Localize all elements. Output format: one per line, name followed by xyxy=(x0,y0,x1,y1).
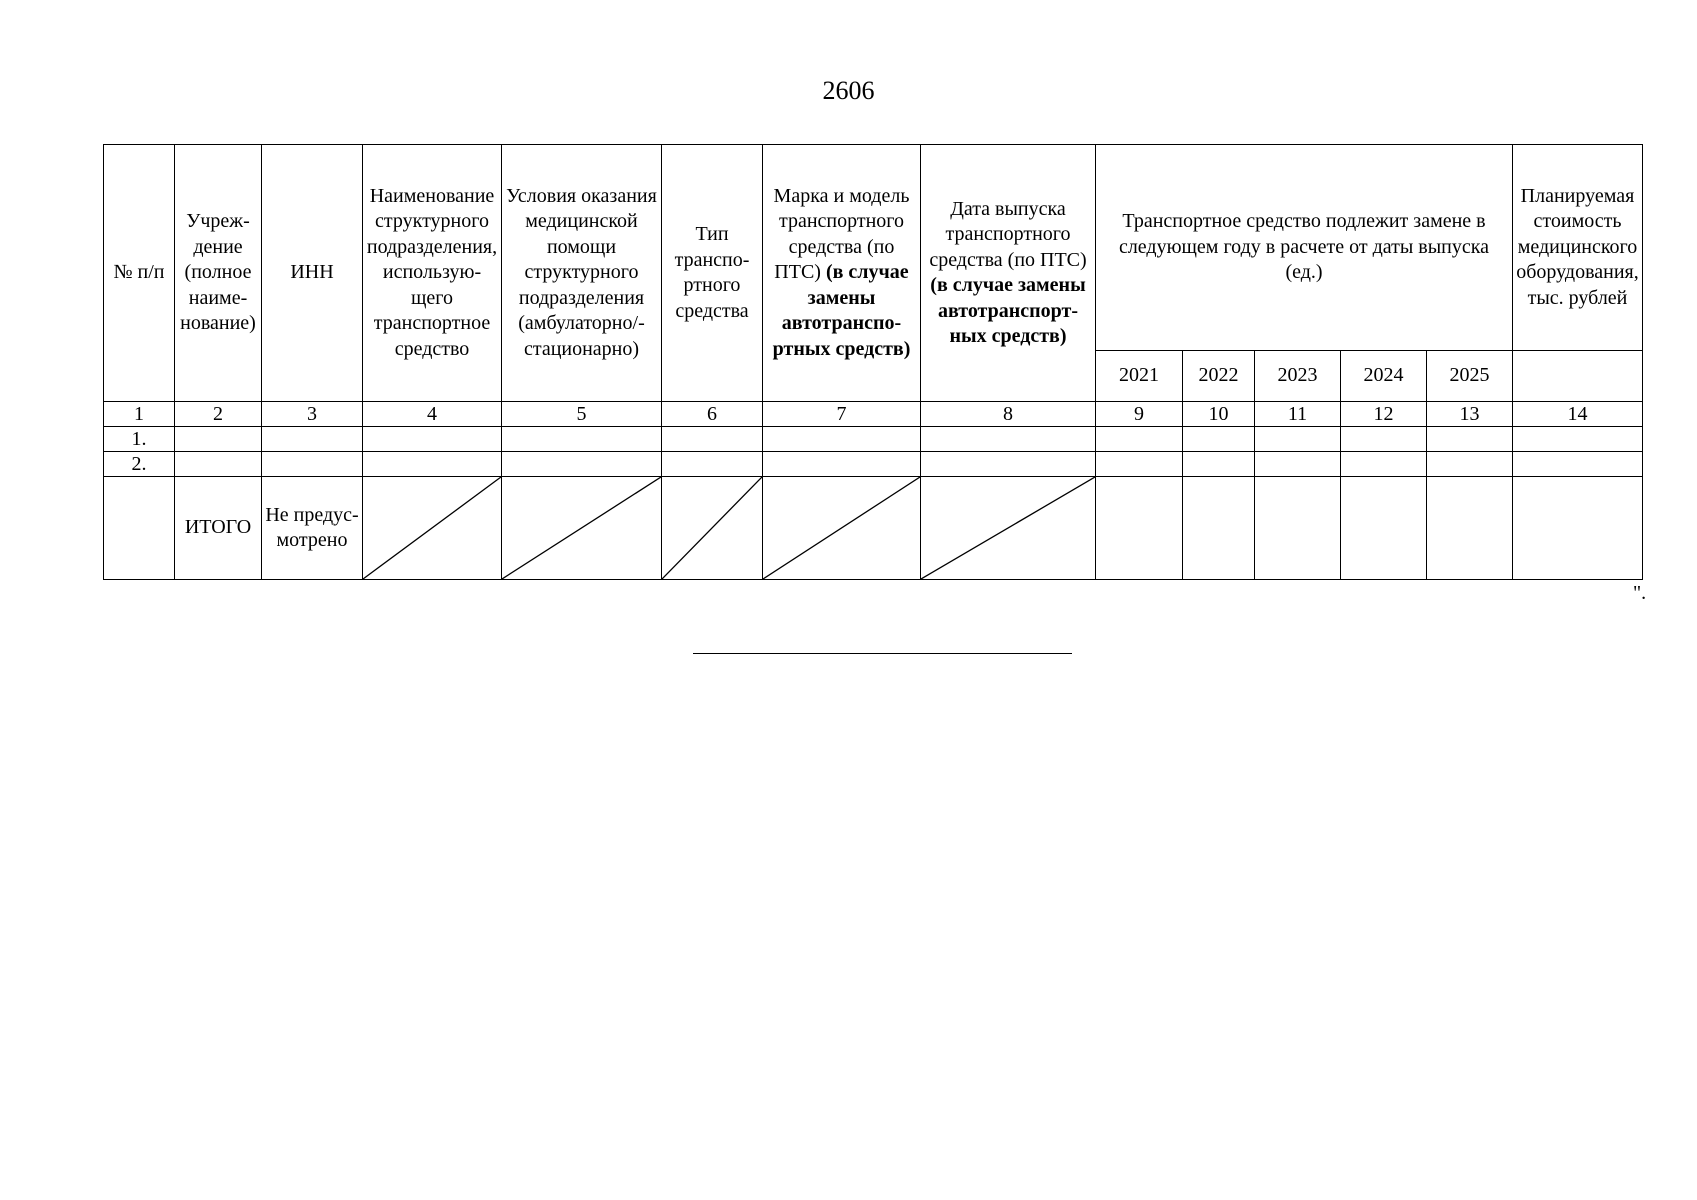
table-cell xyxy=(1183,427,1255,452)
closing-quote: ". xyxy=(1633,582,1647,604)
table-cell xyxy=(1255,477,1341,580)
header-unit-name: Наименование структурного подразделения, использующего транспортное средство xyxy=(363,145,502,402)
total-row xyxy=(104,477,1643,580)
header-institution: Учреждение (полное наименование) xyxy=(175,145,262,402)
table-cell xyxy=(1341,452,1427,477)
table-cell xyxy=(921,427,1096,452)
table-cell xyxy=(1427,477,1513,580)
table-cell xyxy=(1096,452,1183,477)
table-cell xyxy=(1341,477,1427,580)
header-year: 2025 xyxy=(1427,351,1513,402)
table-cell xyxy=(363,427,502,452)
table-cell xyxy=(262,452,363,477)
crossed-out-cell xyxy=(363,477,502,580)
header-vehicle-type: Тип транспортного средства xyxy=(662,145,763,402)
table-cell xyxy=(175,427,262,452)
table-cell xyxy=(1427,427,1513,452)
diagonal-strike xyxy=(921,477,1095,579)
total-inn-note: Не предусмотрено xyxy=(262,477,363,580)
table-cell xyxy=(763,427,921,452)
header-brand-model xyxy=(763,145,921,402)
table-cell xyxy=(662,427,763,452)
column-number: 5 xyxy=(502,402,662,427)
column-number: 12 xyxy=(1341,402,1427,427)
header-year: 2023 xyxy=(1255,351,1341,402)
column-number: 13 xyxy=(1427,402,1513,427)
column-number: 1 xyxy=(104,402,175,427)
table-cell xyxy=(175,452,262,477)
table-cell xyxy=(1427,452,1513,477)
diagonal-strike xyxy=(763,477,920,579)
row-number: 1. xyxy=(104,427,175,452)
column-number: 8 xyxy=(921,402,1096,427)
crossed-out-cell xyxy=(763,477,921,580)
column-number: 10 xyxy=(1183,402,1255,427)
table-cell xyxy=(1183,452,1255,477)
column-number: 3 xyxy=(262,402,363,427)
crossed-out-cell xyxy=(502,477,662,580)
table-cell xyxy=(662,452,763,477)
header-year: 2022 xyxy=(1183,351,1255,402)
table-cell xyxy=(1513,477,1643,580)
table-cell xyxy=(1513,452,1643,477)
header-brand-text: Марка и модель транспортного средства (по ПТС) xyxy=(773,184,910,284)
table-cell xyxy=(502,452,662,477)
table-cell xyxy=(1183,477,1255,580)
header-release-text: Дата выпуска транспортного средства (по ПТС) xyxy=(929,197,1087,271)
diagonal-strike xyxy=(502,477,661,579)
header-planned-cost-blank xyxy=(1513,351,1643,402)
table-cell xyxy=(262,427,363,452)
vehicle-replacement-table xyxy=(103,144,1643,580)
column-number: 2 xyxy=(175,402,262,427)
table-cell xyxy=(363,452,502,477)
table-cell xyxy=(1341,427,1427,452)
column-number: 14 xyxy=(1513,402,1643,427)
header-release-date xyxy=(921,145,1096,402)
table-cell xyxy=(921,452,1096,477)
table-cell xyxy=(1513,427,1643,452)
table-cell xyxy=(104,477,175,580)
table-cell xyxy=(1096,477,1183,580)
diagonal-strike xyxy=(363,477,501,579)
header-replacement-group: Транспортное средство подлежит замене в следующем году в расчете от даты выпуска (ед.) xyxy=(1096,145,1513,351)
column-number-row xyxy=(104,402,1643,427)
header-num: № п/п xyxy=(104,145,175,402)
table-row xyxy=(104,452,1643,477)
header-conditions: Условия оказания медицинской помощи структурного подразделения (амбулаторно/стационарно) xyxy=(502,145,662,402)
diagonal-strike xyxy=(662,477,762,579)
table-row xyxy=(104,427,1643,452)
header-year: 2021 xyxy=(1096,351,1183,402)
table-cell xyxy=(1255,427,1341,452)
column-number: 9 xyxy=(1096,402,1183,427)
footer-rule xyxy=(693,653,1072,654)
header-release-bold-note: (в случае замены автотранспортных средств) xyxy=(930,274,1086,347)
crossed-out-cell xyxy=(921,477,1096,580)
row-number: 2. xyxy=(104,452,175,477)
table-cell xyxy=(1255,452,1341,477)
header-row xyxy=(104,145,1643,351)
total-label: ИТОГО xyxy=(175,477,262,580)
table-cell xyxy=(502,427,662,452)
column-number: 7 xyxy=(763,402,921,427)
header-planned-cost: Планируемая стоимость медицинского оборудования, тыс. рублей xyxy=(1513,145,1643,351)
table-cell xyxy=(1096,427,1183,452)
header-brand-bold-note: (в случае замены автотранспортных средств) xyxy=(772,261,911,360)
header-inn: ИНН xyxy=(262,145,363,402)
crossed-out-cell xyxy=(662,477,763,580)
column-number: 4 xyxy=(363,402,502,427)
column-number: 6 xyxy=(662,402,763,427)
column-number: 11 xyxy=(1255,402,1341,427)
header-year: 2024 xyxy=(1341,351,1427,402)
table-cell xyxy=(763,452,921,477)
page-number: 2606 xyxy=(822,76,875,105)
